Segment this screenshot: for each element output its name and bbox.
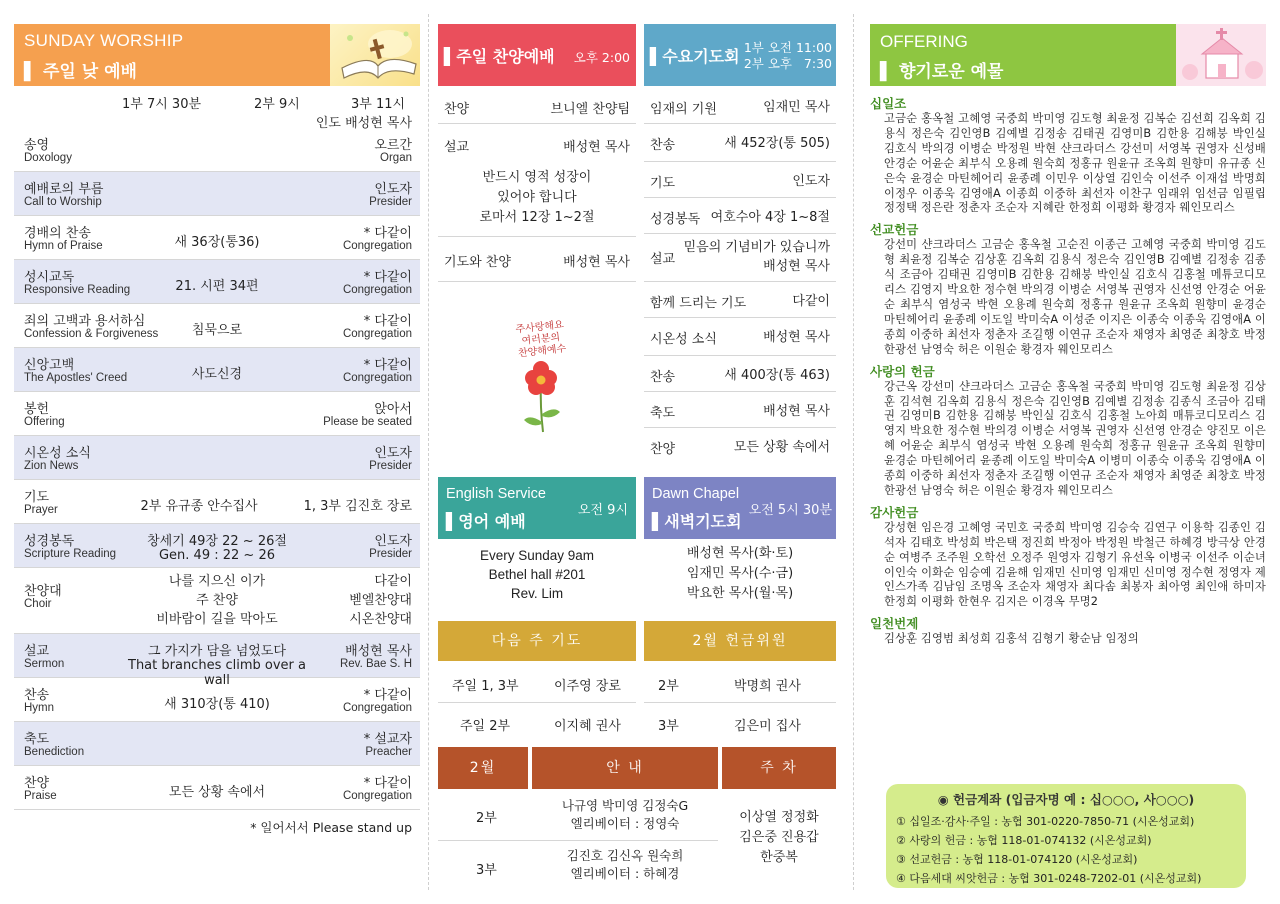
worship-item-en: Hymn: [24, 702, 55, 714]
column-divider: [853, 14, 854, 890]
next-prayer-row: [438, 663, 636, 703]
worship-item-ko: 신앙고백: [24, 358, 75, 373]
worship-detail: 2부 유규종 안수집사: [140, 499, 258, 514]
dawn-info-line: 배성현 목사(화·토): [686, 546, 794, 561]
wednesday-value-line: 임재민 목사: [763, 100, 830, 115]
service-times: [14, 86, 420, 131]
wednesday-row: [644, 356, 836, 392]
worship-row: [14, 766, 420, 810]
worship-leader: 인도자: [374, 446, 412, 461]
worship-row: [14, 348, 420, 392]
worship-detail: 21. 시편 34편: [175, 279, 259, 294]
worship-leader: * 설교자: [363, 732, 412, 747]
choir-song: 나를 지으신 이가: [168, 574, 266, 589]
offering-header: [870, 24, 1266, 86]
bible-icon: [330, 24, 420, 86]
worship-detail: 모든 상황 속에서: [168, 785, 266, 800]
wednesday-row: [644, 428, 836, 462]
offering-category: 십일조: [870, 96, 907, 111]
sermon-line: 로마서 12장 1~2절: [479, 210, 595, 225]
prayer-service: 주일 1, 3부: [452, 679, 519, 694]
wednesday-row-value: [792, 292, 830, 311]
usher-names: 나규영 박미영 김정숙G: [561, 798, 689, 813]
sermon-line: 있어야 합니다: [497, 190, 577, 205]
choir-label-en: Choir: [24, 598, 52, 610]
wednesday-row-label: 찬송: [650, 138, 676, 153]
wednesday-row-value: [711, 208, 830, 227]
worship-item-en: Scripture Reading: [24, 548, 117, 560]
worship-leader: 앉아서: [374, 402, 412, 417]
worship-leader-en: Congregation: [342, 284, 412, 296]
wednesday-times: [744, 40, 832, 72]
wednesday-row-label: 기도: [650, 176, 676, 191]
dawn-title-ko: ▌새벽기도회: [652, 512, 742, 531]
guide-usher-header: 안 내: [532, 747, 718, 789]
afternoon-row-value: 배성현 목사: [563, 255, 630, 270]
dawn-info-line: 임재민 목사(수·금): [686, 566, 794, 581]
service-time-1: 1부 7시 30분: [122, 97, 202, 112]
worship-leader: * 다같이: [363, 688, 412, 703]
wednesday-value-line: 새 452장(통 505): [724, 136, 830, 151]
dawn-time: 오전 5시 30분: [748, 503, 832, 518]
next-prayer-header: 다음 주 기도: [438, 621, 636, 661]
church-icon: [1176, 24, 1266, 86]
worship-item-ko: 찬송: [24, 688, 50, 703]
account-line: ① 십일조·감사·주일 : 농협 301-0220-7850-71 (시온성교회): [896, 815, 1195, 828]
worship-item-en: Offering: [24, 416, 65, 428]
worship-leader-en: Presider: [369, 548, 412, 560]
afternoon-time: 오후 2:00: [573, 50, 630, 65]
worship-row: [14, 128, 420, 172]
afternoon-row: [438, 124, 636, 164]
prayer-leader: 이지혜 권사: [554, 719, 621, 734]
worship-item-en: Benediction: [24, 746, 85, 758]
worship-leader-en: Congregation: [342, 702, 412, 714]
worship-leader-en: Presider: [369, 460, 412, 472]
worship-row: [14, 392, 420, 436]
afternoon-row-value: 배성현 목사: [563, 140, 630, 155]
parking-team: [722, 808, 836, 868]
worship-item-ko: 시온성 소식: [24, 446, 91, 461]
elevator-usher: 엘리베이터 : 하혜경: [570, 866, 680, 881]
worship-item-ko: 경배의 찬송: [24, 226, 91, 241]
wednesday-value-line: 믿음의 기념비가 있습니까: [683, 240, 830, 255]
account-title: ◉ 헌금계좌 (입금자명 예 : 십○○○, 사○○○): [937, 792, 1195, 807]
calligraphy-line: 찬양해예수: [517, 343, 567, 360]
offering-donor-names: 강성현 임은경 고혜영 국민호 국중희 박미영 김승숙 김연구 이용학 김종인 김석자 김태호 박성희 박은택 정진희 박정아 박정원 박철근 하혜경 방극상 안경순 여병주 조주원 오학선 오정주 원영자 김형기 유선옥 이병국 이선주 이순녀 이인숙 이화순 임승예 김윤해 임재민 신미영 임재민 신미영 정수현 정영자 제인스가족 김남임 조명옥 조순자 채영자 최다솜 최봉자 최아영 최인애 하미자 한정희 이평화 한현우 김지은 이경옥 무명2: [884, 520, 1266, 609]
english-service-info: [438, 546, 636, 603]
worship-detail: 새 310장(통 410): [164, 697, 270, 712]
worship-item-ko: 죄의 고백과 용서하심: [24, 314, 146, 329]
worship-item-en: Praise: [24, 790, 57, 802]
flower-calligraphy-icon: [496, 316, 586, 436]
worship-row: [14, 304, 420, 348]
elevator-usher: 엘리베이터 : 정영숙: [570, 816, 680, 831]
wednesday-row-label: 찬양: [650, 442, 676, 457]
worship-row: [14, 260, 420, 304]
choir-group: 벧엘찬양대: [349, 593, 412, 608]
wednesday-row: [644, 392, 836, 428]
worship-detail: 그 가지가 담을 넘었도다: [148, 644, 286, 659]
account-line: ④ 다음세대 씨앗헌금 : 농협 301-0248-7202-01 (시온성교회): [896, 872, 1202, 885]
wednesday-value-line: 배성현 목사: [763, 404, 830, 419]
wednesday-value-line: 배성현 목사: [763, 259, 830, 274]
worship-leader: 인도자: [374, 182, 412, 197]
dawn-title-en: Dawn Chapel: [652, 486, 740, 502]
worship-row: [14, 524, 420, 568]
wednesday-header: [644, 24, 836, 86]
worship-detail: 침묵으로: [191, 323, 243, 338]
services-column: [438, 24, 836, 904]
service-leader: 인도 배성현 목사: [315, 116, 412, 131]
english-info-line: Every Sunday 9am: [479, 548, 595, 563]
english-service-header: [438, 477, 636, 539]
wednesday-row: [644, 318, 836, 356]
account-line: ② 사랑의 헌금 : 농협 118-01-074132 (시온성교회): [896, 834, 1152, 847]
wednesday-row-value: [763, 328, 830, 347]
worship-leader-en: Congregation: [342, 328, 412, 340]
afternoon-row-label: 설교: [444, 140, 470, 155]
wednesday-title: ▌수요기도회: [650, 47, 740, 66]
offering-accounts-box: [886, 784, 1246, 888]
worship-leader-en: Organ: [380, 152, 412, 164]
worship-item-en: Responsive Reading: [24, 284, 131, 296]
worship-row: [14, 216, 420, 260]
choir-label-ko: 찬양대: [24, 584, 62, 599]
wednesday-row-label: 시온성 소식: [650, 332, 717, 347]
dawn-info-line: 박요한 목사(월·목): [686, 586, 794, 601]
afternoon-header: [438, 24, 636, 86]
worship-detail: 사도신경: [191, 367, 243, 382]
wednesday-row-value: [684, 238, 830, 276]
english-title-ko: ▌영어 예배: [446, 512, 526, 531]
choir-group: 다같이: [374, 574, 412, 589]
worship-item-ko: 축도: [24, 732, 50, 747]
prayer-service: 주일 2부: [460, 719, 511, 734]
worship-item-ko: 성경봉독: [24, 534, 75, 549]
committee-row: [644, 663, 836, 703]
wednesday-time-2: 2부 오후 7:30: [743, 56, 832, 71]
worship-leader-en: Preacher: [365, 746, 412, 758]
afternoon-row: [438, 88, 636, 124]
worship-item-en: Prayer: [24, 504, 58, 516]
wednesday-row-value: [724, 366, 830, 385]
worship-leader-en: Please be seated: [323, 416, 412, 428]
offering-column: [870, 24, 1266, 904]
worship-item-ko: 설교: [24, 644, 50, 659]
sunday-worship-column: [14, 24, 420, 904]
parking-names: 한중복: [760, 850, 798, 865]
offering-committee-header: 2월 헌금위원: [644, 621, 836, 661]
wednesday-value-line: 모든 상황 속에서: [733, 440, 830, 455]
offering-category: 일천번제: [870, 616, 919, 632]
worship-item-en: Hymn of Praise: [24, 240, 103, 252]
wednesday-row-value: [763, 402, 830, 421]
sunday-worship-header: [14, 24, 420, 86]
choir-song: 주 찬양: [196, 593, 238, 608]
sermon-line: 반드시 영적 성장이: [482, 170, 592, 185]
stand-up-note: * 일어서서 Please stand up: [250, 820, 412, 835]
worship-leader: 1, 3부 김진호 장로: [303, 499, 412, 514]
service-time-2: 2부 9시: [254, 97, 300, 112]
committee-row: [644, 703, 836, 743]
wednesday-value-line: 배성현 목사: [763, 330, 830, 345]
wednesday-row: [644, 124, 836, 162]
committee-member: 박명희 권사: [734, 679, 801, 694]
english-info-line: Bethel hall #201: [488, 567, 586, 582]
worship-leader: * 다같이: [363, 776, 412, 791]
worship-item-ko: 봉헌: [24, 402, 50, 417]
wednesday-row-label: 임재의 기원: [650, 102, 717, 117]
english-time: 오전 9시: [577, 503, 628, 518]
service-time-3: 3부 11시: [351, 97, 406, 112]
worship-leader-en: Congregation: [342, 240, 412, 252]
guide-ushers: [532, 847, 718, 883]
offering-title-ko: ▌ 향기로운 예물: [880, 62, 1004, 82]
wednesday-row-value: [734, 438, 830, 457]
worship-leader: 배성현 목사: [345, 644, 412, 659]
guide-parking-header: 주 차: [722, 747, 836, 789]
worship-detail: 창세기 49장 22 ~ 26절: [147, 534, 287, 549]
english-title-en: English Service: [446, 486, 546, 502]
worship-item-ko: 찬양: [24, 776, 50, 791]
wednesday-row-value: [724, 134, 830, 153]
offering-donor-names: 강근옥 강선미 샨크라더스 고금순 홍옥철 국중희 박미영 김도형 최윤정 김상훈 김석현 김옥희 김용식 정은숙 김인영B 김예별 김정송 김종식 조금아 김태권 김영미B 김한용 김해붕 박인실 김호식 김홍철 노아희 매튜코디모리스 김영지 박요한 정수현 박의경 이병순 서영복 권영자 신선영 안경순 양진모 이은혜 어윤순 최부식 염성국 박현 오용례 원숙희 정홍규 원윤규 조옥희 원향미 윤경순 마틴헤어리 윤종례 이도일 박미숙A 이병미 이종숙 이종욱 김영애A 이종희 이중하 최선자 정춘자 조길행 이연규 조순자 채영자 최영준 최창호 박정 한광선 남영숙 허은 이원순 황경자 웨인모리스: [884, 379, 1266, 497]
afternoon-title: ▌주일 찬양예배: [444, 47, 555, 66]
worship-leader-en: Congregation: [342, 790, 412, 802]
wednesday-value-line: 인도자: [792, 174, 830, 189]
committee-service: 3부: [658, 719, 679, 734]
worship-item-en: The Apostles' Creed: [24, 372, 128, 384]
order-of-worship-2: [14, 634, 420, 810]
offering-title-en: OFFERING: [880, 32, 968, 51]
guide-row: [438, 791, 718, 841]
calligraphy-line: 주사랑해요: [515, 319, 565, 336]
worship-row: [14, 634, 420, 688]
committee-service: 2부: [658, 679, 679, 694]
worship-item-en: Zion News: [24, 460, 79, 472]
guide-service: 3부: [476, 863, 497, 878]
wednesday-row-label: 성경봉독: [650, 212, 701, 227]
account-line: ③ 선교헌금 : 농협 118-01-074120 (시온성교회): [896, 853, 1138, 866]
wednesday-row-value: [792, 172, 830, 191]
worship-row: [14, 480, 420, 524]
worship-leader: * 다같이: [363, 314, 412, 329]
usher-names: 김진호 김신옥 원숙희: [566, 848, 684, 863]
wednesday-row-label: 설교: [650, 252, 676, 267]
wednesday-row: [644, 198, 836, 234]
worship-leader: * 다같이: [363, 226, 412, 241]
worship-leader-en: Rev. Bae S. H: [339, 658, 412, 670]
worship-leader: 인도자: [374, 534, 412, 549]
guide-ushers: [532, 797, 718, 833]
offering-category: 감사헌금: [870, 504, 919, 520]
worship-leader: 오르간: [374, 138, 412, 153]
wednesday-row-value: [763, 98, 830, 117]
wednesday-value-line: 여호수아 4장 1~8절: [710, 210, 830, 225]
wednesday-row: [644, 88, 836, 124]
guide-service: 2부: [476, 811, 497, 826]
wednesday-value-line: 다같이: [792, 294, 830, 309]
afternoon-row: [438, 236, 636, 282]
wednesday-row-label: 함께 드리는 기도: [650, 296, 747, 311]
worship-item-ko: 성시교독: [24, 270, 75, 285]
worship-detail: 새 36장(통36): [174, 235, 260, 250]
offering-lists: [870, 86, 1266, 647]
sunday-title-ko: ▌ 주일 낮 예배: [24, 62, 137, 82]
wednesday-row-label: 찬송: [650, 370, 676, 385]
worship-leader-en: Congregation: [342, 372, 412, 384]
afternoon-row-value: 브니엘 찬양팀: [550, 102, 630, 117]
wednesday-row: [644, 282, 836, 318]
choir-row: [14, 568, 420, 634]
worship-row: [14, 172, 420, 216]
guide-month-header: 2월: [438, 747, 528, 789]
afternoon-row-label: 기도와 찬양: [444, 255, 511, 270]
worship-item-ko: 송영: [24, 138, 50, 153]
offering-category: 사랑의 헌금: [870, 363, 935, 379]
calligraphy-line: 여러분의: [521, 332, 561, 347]
worship-leader-en: Presider: [369, 196, 412, 208]
worship-detail-en: That branches climb over a wall: [128, 658, 306, 688]
worship-item-ko: 기도: [24, 490, 50, 505]
offering-category: 선교헌금: [870, 222, 919, 238]
choir-group: 시온찬양대: [349, 612, 412, 627]
dawn-chapel-info: [644, 544, 836, 604]
prayer-leader: 이주영 장로: [554, 679, 621, 694]
dawn-chapel-header: [644, 477, 836, 539]
afternoon-sermon-title: [438, 168, 636, 228]
worship-row: [14, 678, 420, 722]
committee-member: 김은미 집사: [734, 719, 801, 734]
wednesday-row: [644, 234, 836, 282]
afternoon-row-label: 찬양: [444, 102, 470, 117]
offering-donor-names: 강선미 샨크라더스 고금순 홍옥철 고순진 이종근 고혜영 국중희 박미영 김도형 최윤정 김복순 김상훈 김옥희 김용식 정은숙 김인영B 김예별 김정송 김종식 조금아 김태권 김영미B 김한용 김해붕 박인실 김호식 김홍철 메튜코디모리스 김영지 박요한 정수현 박의경 이병순 서영복 권영자 신선영 안경순 어윤순 최부식 염성국 박현 오용례 원숙희 정홍규 원윤규 조옥희 원향미 윤경순 마틴헤어리 윤종례 이도일 박미숙A 이성준 이지은 이종숙 이종욱 김영애A 이종희 이중하 최선자 정춘자 조길행 이연규 조순자 채영자 최영준 최창호 박정 한광선 남영숙 허은 이원순 황경자 웨인모리스: [884, 238, 1266, 356]
choir-song: 비바람이 길을 막아도: [156, 612, 278, 627]
worship-leader: * 다같이: [363, 270, 412, 285]
english-info-line: Rev. Lim: [510, 586, 564, 601]
worship-leader: * 다같이: [363, 358, 412, 373]
wednesday-row-label: 축도: [650, 406, 676, 421]
worship-item-en: Doxology: [24, 152, 72, 164]
choir-songs: [114, 572, 320, 629]
order-of-worship: [14, 128, 420, 568]
choir-groups: [349, 572, 412, 629]
wednesday-row: [644, 162, 836, 198]
worship-row: [14, 436, 420, 480]
worship-item-ko: 예배로의 부름: [24, 182, 104, 197]
worship-item-en: Confession & Forgiveness: [24, 328, 159, 340]
worship-item-en: Call to Worship: [24, 196, 102, 208]
worship-item-en: Sermon: [24, 658, 65, 670]
parking-names: 이상열 정정화: [739, 810, 819, 825]
wednesday-time-1: 1부 오전 11:00: [743, 40, 832, 55]
parking-names: 김은중 진용갑: [739, 830, 819, 845]
wednesday-value-line: 새 400장(통 463): [724, 368, 830, 383]
offering-donor-names: 고금순 홍옥철 고혜영 국중희 박미영 김도형 최윤정 김복순 김선희 김옥희 김용식 정은숙 김인영B 김예별 김정송 김태권 김영미B 김한용 김해붕 박인실 김호식 박의경 이병순 박정원 박현 샨크라더스 강선미 서영복 권영자 신성배 안경순 어윤순 최부식 오용례 원숙희 정홍규 원윤규 조옥희 원향미 유규종 신은숙 윤경순 마틴헤어리 윤종례 이민우 이상열 김인숙 이선주 이재섭 박명희 이정우 이종욱 김영애A 이종희 이중하 최선자 이찬구 임래위 임선금 임필립 정정택 정은란 정춘자 조순자 지혜란 한정희 이평화 황경자 웨인모리스: [884, 112, 1266, 215]
offering-donor-names: 김상훈 김영범 최성희 김홍석 김형기 황순남 임정의: [884, 632, 1139, 646]
sunday-title-en: SUNDAY WORSHIP: [24, 31, 184, 50]
next-prayer-row: [438, 703, 636, 743]
column-divider: [428, 14, 429, 890]
worship-row: [14, 722, 420, 766]
guide-row: [438, 841, 718, 891]
worship-detail-en: Gen. 49 : 22 ~ 26: [158, 548, 275, 563]
